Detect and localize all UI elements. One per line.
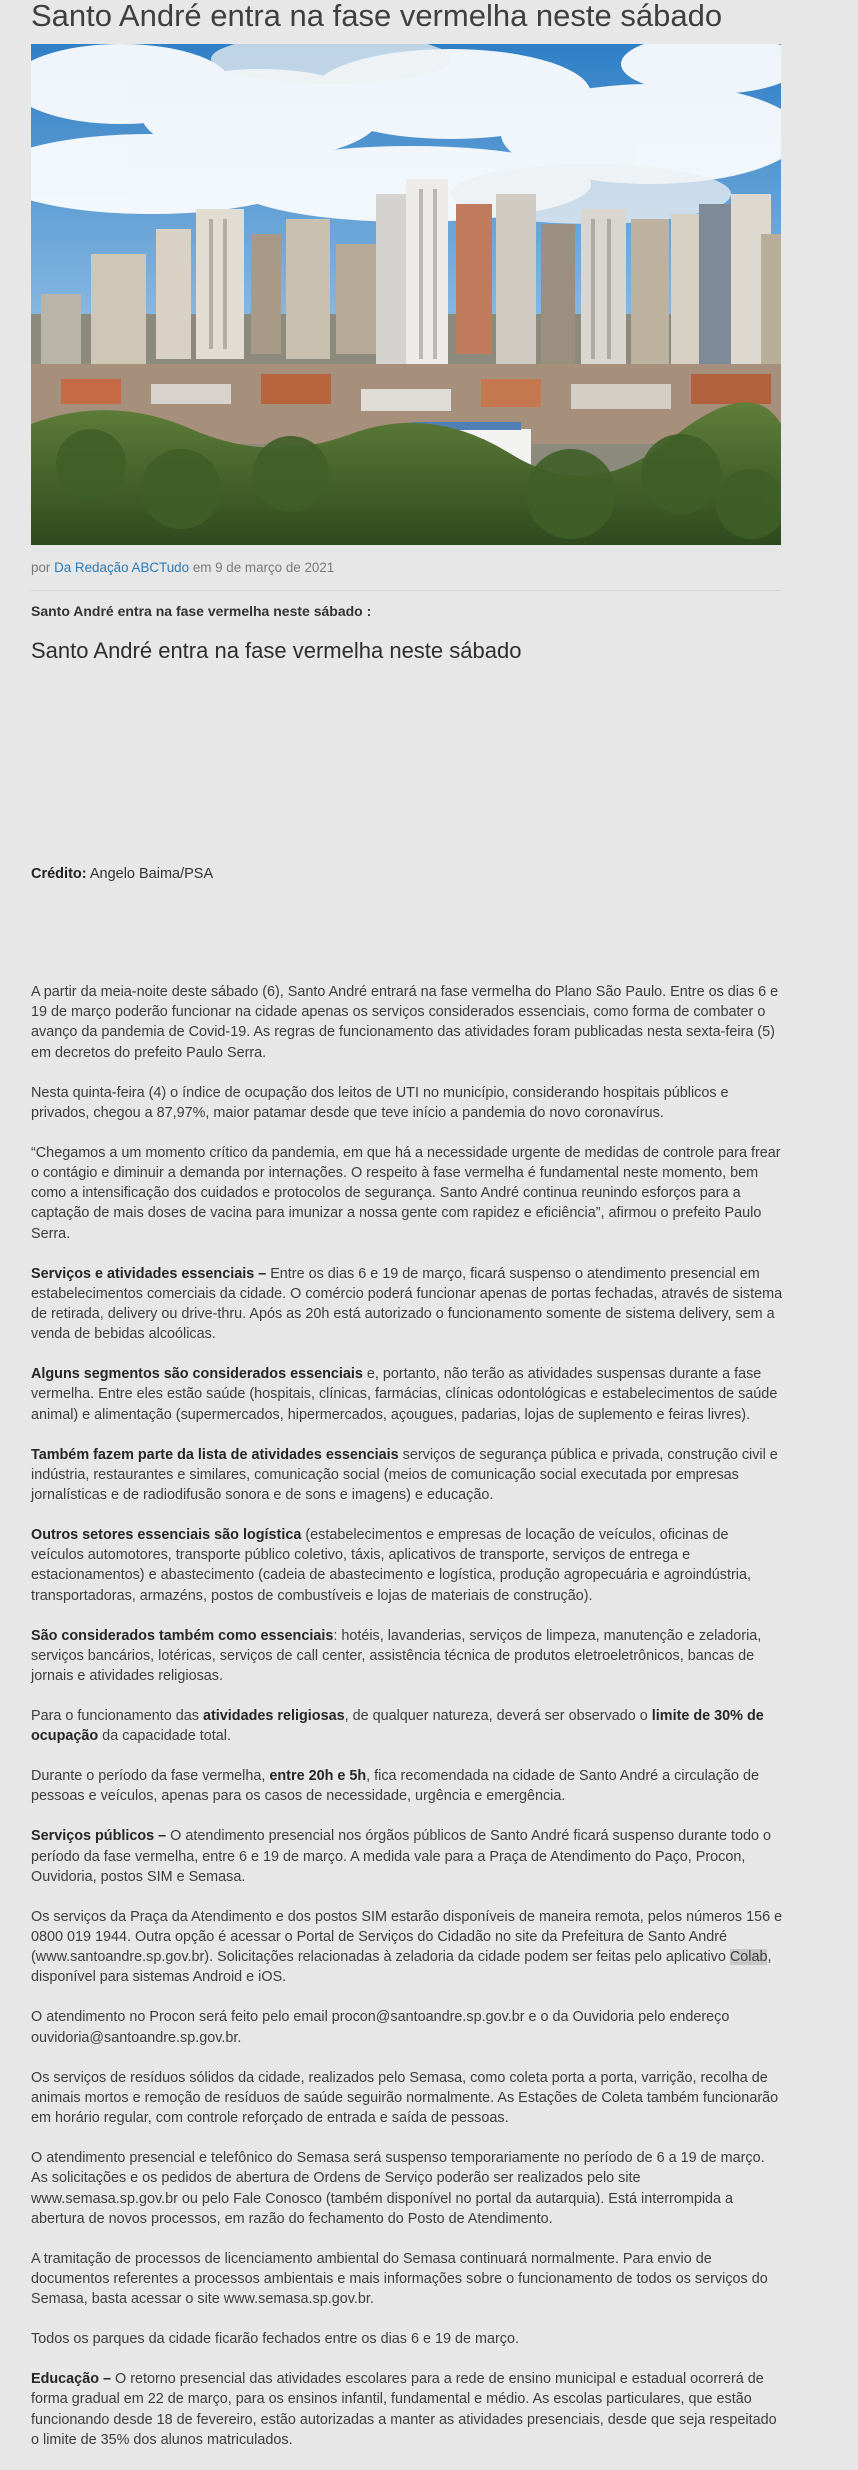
paragraph — [31, 1626, 783, 1687]
credit-label: Crédito: — [31, 866, 87, 882]
emphasis: limite de 30% de ocupação — [31, 1708, 764, 1745]
paragraph: Os serviços de resíduos sólidos da cidade, realizados pelo Semasa, como coleta porta a porta, varrição, recolha de animais mortos e remoção de resíduos de saúde seguirão normalmente. As Estações de Coleta também funcionarão em horário regular, com controle reforçado de entrada e saída de pessoas. — [31, 2069, 779, 2127]
paragraph-text: O retorno presencial das atividades escolares para a rede de ensino municipal e estadual ocorrerá de forma gradual em 22 de março, para os ensinos infantil, fundamental e médio. As escolas particulares, que estão funcionando desde 18 de fevereiro, estão autorizadas a manter as atividades presenciais, desde que seja respeitado o limite de 35% dos alunos matriculados. — [31, 2371, 777, 2448]
paragraph-text: Para o funcionamento das — [31, 1708, 203, 1725]
emphasis: atividades religiosas — [203, 1708, 345, 1725]
paragraph — [31, 1525, 783, 1606]
paragraph-text: Entre os dias 6 e 19 de março, ficará suspenso o atendimento presencial em estabelecimentos comerciais da cidade. O comércio poderá funcionar apenas de portas fechadas, através de sistema de retirada, delivery ou drive-thru. Após as 20h está autorizado o funcionamento somente de sistema delivery, sem a venda de bebidas alcoólicas. — [31, 1265, 783, 1343]
paragraph-heading: Serviços e atividades essenciais – — [31, 1265, 267, 1282]
paragraph — [31, 1264, 783, 1345]
paragraph-text: e, portanto, não terão as atividades suspensas durante a fase vermelha. Entre eles estão saúde (hospitais, clínicas, farmácias, clínicas odontológicas e estabelecimentos de saúde animal) e alimentação (supermercados, hipermercados, açougues, padarias, lojas de suplemento e feiras livres). — [31, 1366, 778, 1423]
paragraph-heading: Educação – — [31, 2371, 111, 2388]
paragraph: Nesta quinta-feira (4) o índice de ocupação dos leitos de UTI no município, considerando hospitais públicos e privados, chegou a 87,97%, maior patamar desde que teve início a pandemia do novo coronavírus. — [31, 1084, 729, 1121]
paragraph: Todos os parques da cidade ficarão fechados entre os dias 6 e 19 de março. — [31, 2331, 519, 2348]
paragraph — [31, 2369, 783, 2450]
paragraph-text: serviços de segurança pública e privada, construção civil e indústria, restaurantes e similares, comunicação social (meios de comunicação social executada por empresas jornalísticas e de radiodifusão sonora e de sons e imagens) e educação. — [31, 1446, 778, 1504]
paragraph — [31, 1706, 783, 1746]
paragraph: “Chegamos a um momento crítico da pandemia, em que há a necessidade urgente de medidas de controle para frear o contágio e diminuir a demanda por internações. O respeito à fase vermelha é fundamental neste momento, bem como a intensificação dos cuidados e protocolos de segurança. Santo André continua reunindo esforços para a captação de mais doses de vacina para imunizar a nossa gente com rapidez e eficiência”, afirmou o prefeito Paulo Serra. — [31, 1144, 781, 1242]
paragraph — [31, 1826, 783, 1887]
author-link[interactable]: Da Redação ABCTudo — [54, 560, 190, 575]
paragraph: O atendimento no Procon será feito pelo email procon@santoandre.sp.gov.br e o da Ouvidoria pelo endereço ouvidoria@santoandre.sp.gov.br. — [31, 2009, 730, 2046]
paragraph — [31, 1907, 783, 1988]
byline-prefix: por — [31, 560, 51, 575]
paragraph — [31, 1364, 783, 1425]
paragraph: A tramitação de processos de licenciamento ambiental do Semasa continuará normalmente. Para envio de documentos referentes a processos ambientais e mais informações sobre o funcionamento de todos os serviços do Semasa, basta acessar o site www.semasa.sp.gov.br. — [31, 2250, 768, 2308]
paragraph-heading: São considerados também como essenciais — [31, 1627, 334, 1644]
paragraph-text: Durante o período da fase vermelha, — [31, 1768, 270, 1785]
article-subtitle: Santo André entra na fase vermelha neste sábado — [31, 638, 522, 663]
paragraph — [31, 1445, 783, 1506]
article-byline — [31, 560, 334, 575]
paragraph-text: da capacidade total. — [98, 1728, 231, 1745]
paragraph-text: , de qualquer natureza, deverá ser observado o — [344, 1708, 652, 1725]
paragraph-text: : hotéis, lavanderias, serviços de limpeza, manutenção e zeladoria, serviços bancários, lotéricas, serviços de call center, assistência técnica de produtos eletroeletrônicos, bancas de jornais e atividades religiosas. — [31, 1627, 762, 1685]
article-body — [31, 982, 783, 2470]
paragraph-text: , disponível para sistemas Android e iOS. — [31, 1949, 772, 1986]
paragraph-heading: Outros setores essenciais são logística — [31, 1527, 302, 1544]
paragraph-text: O atendimento presencial nos órgãos públicos de Santo André ficará suspenso durante todo o período da fase vermelha, entre 6 e 19 de março. A medida vale para a Praça de Atendimento do Paço, Procon, Ouvidoria, postos SIM e Semasa. — [31, 1828, 771, 1885]
article-lead: Santo André entra na fase vermelha neste sábado : — [31, 603, 372, 619]
divider — [31, 590, 781, 591]
paragraph-heading: Também fazem parte da lista de atividades essenciais — [31, 1446, 399, 1463]
paragraph: O atendimento presencial e telefônico do Semasa será suspenso temporariamente no período de 6 a 19 de março. As solicitações e os pedidos de abertura de Ordens de Serviço poderão ser realizados pelo site www.semasa.sp.gov.br ou pelo Fale Conosco (também disponível no portal da autarquia). Está interrompida a abertura de novos processos, em razão do fechamento do Posto de Atendimento. — [31, 2150, 765, 2227]
article-title: Santo André entra na fase vermelha neste sábado — [31, 0, 723, 33]
paragraph: A partir da meia-noite deste sábado (6), Santo André entrará na fase vermelha do Plano São Paulo. Entre os dias 6 e 19 de março poderão funcionar na cidade apenas os serviços considerados essenciais, como forma de combater o avanço da pandemia de Covid-19. As regras de funcionamento das atividades foram publicadas nesta sexta-feira (5) em decretos do prefeito Paulo Serra. — [31, 984, 779, 1061]
paragraph — [31, 1766, 783, 1806]
highlighted-text: Colab — [729, 1949, 768, 1966]
publish-date: em 9 de março de 2021 — [192, 560, 335, 575]
paragraph-text: (estabelecimentos e empresas de locação de veículos, oficinas de veículos automotores, transporte público coletivo, táxis, aplicativos de transporte, serviços de entrega e estacionamentos) e abastecimento (cadeia de abastecimento e logística, produção agropecuária e agroindústria, transportadoras, armazéns, postos de combustíveis e lojas de materiais de construção). — [31, 1527, 751, 1604]
photo-credit — [31, 866, 213, 882]
paragraph-heading: Alguns segmentos são considerados essenciais — [31, 1366, 363, 1383]
emphasis: entre 20h e 5h — [269, 1768, 367, 1785]
city-skyline-photo — [31, 44, 781, 545]
credit-value: Angelo Baima/PSA — [89, 866, 214, 882]
paragraph-heading: Serviços públicos – — [31, 1828, 167, 1845]
paragraph-text: , fica recomendada na cidade de Santo André a circulação de pessoas e veículos, apenas para os casos de necessidade, urgência e emergência. — [31, 1768, 759, 1805]
paragraph-text: Os serviços da Praça da Atendimento e dos postos SIM estarão disponíveis de maneira remota, pelos números 156 e 0800 019 1944. Outra opção é acessar o Portal de Serviços do Cidadão no site da Prefeitura de Santo André (www.santoandre.sp.gov.br). Solicitações relacionadas à zeladoria da cidade podem ser feitas pelo aplicativo — [31, 1908, 783, 1966]
